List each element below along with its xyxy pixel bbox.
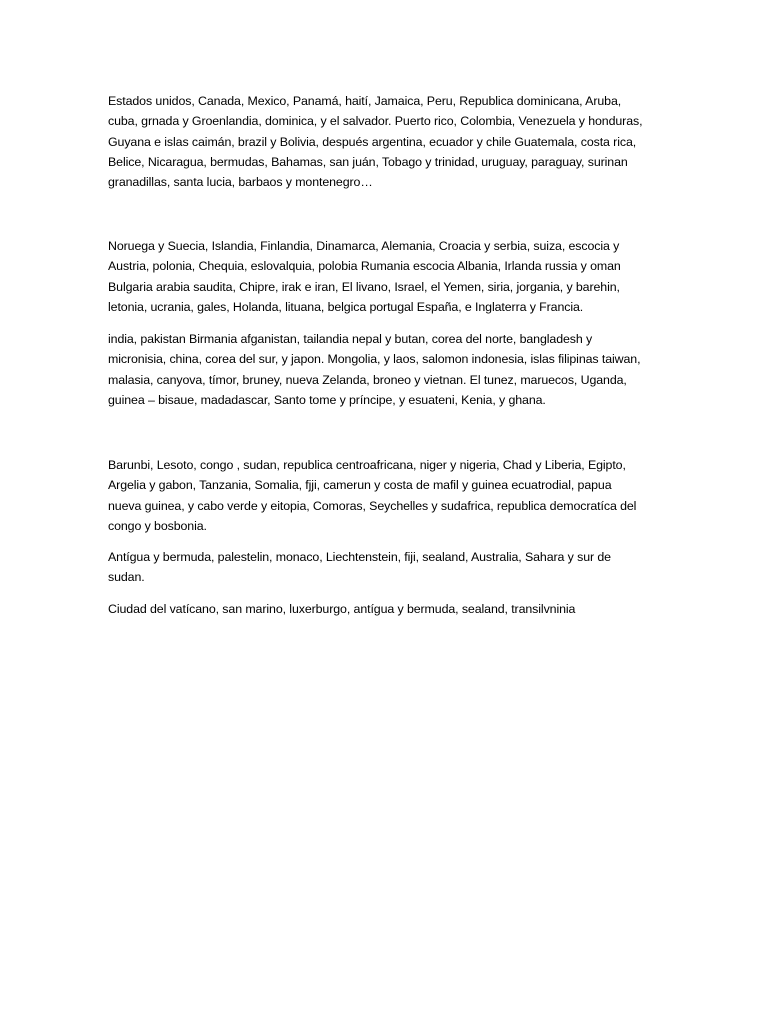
paragraph-misc-2: Ciudad del vatícano, san marino, luxerburgo, antígua y bermuda, sealand, transilvninia: [108, 602, 576, 616]
paragraph-misc-1: Antígua y bermuda, palestelin, monaco, Liechtenstein, fiji, sealand, Australia, Sahara y sur de sudan.: [108, 550, 611, 585]
paragraph-europe: Noruega y Suecia, Islandia, Finlandia, Dinamarca, Alemania, Croacia y serbia, suiza, escocia y Austria, polonia, Chequia, eslovalquia, polobia Rumania escocia Albania, Irlanda russia y oman Bulgaria arabia saudita, Chipre, irak e iran, El livano, Israel, el Yemen, siria, jorgania, y barehin, letonia, ucrania, gales, Holanda, lituana, belgica portugal España, e Inglaterra y Francia.: [108, 239, 621, 314]
paragraph-africa: Barunbi, Lesoto, congo , sudan, republica centroafricana, niger y nigeria, Chad y Liberia, Egipto, Argelia y gabon, Tanzania, Somalia, fjji, camerun y costa de mafil y guinea ecuatrodial, papua nueva guinea, y cabo verde y eitopia, Comoras, Seychelles y sudafrica, republica democratíca del congo y bosbonia.: [108, 458, 637, 533]
paragraph-asia: india, pakistan Birmania afganistan, tailandia nepal y butan, corea del norte, bangladesh y micronisia, china, corea del sur, y japon. Mongolia, y laos, salomon indonesia, islas filipinas taiwan, malasia, canyova, tímor, bruney, nueva Zelanda, broneo y vietnan. El tunez, maruecos, Uganda, guinea – bisaue, madadascar, Santo tome y príncipe, y esuateni, Kenia, y ghana.: [108, 332, 641, 407]
paragraph-americas: Estados unidos, Canada, Mexico, Panamá, haití, Jamaica, Peru, Republica dominicana, Aruba, cuba, grnada y Groenlandia, dominica, y el salvador. Puerto rico, Colombia, Venezuela y honduras, Guyana e islas caimán, brazil y Bolivia, después argentina, ecuador y chile Guatemala, costa rica, Belice, Nicaragua, bermudas, Bahamas, san juán, Tobago y trinidad, uruguay, paraguay, surinan granadillas, santa lucia, barbaos y montenegro…: [108, 94, 643, 190]
